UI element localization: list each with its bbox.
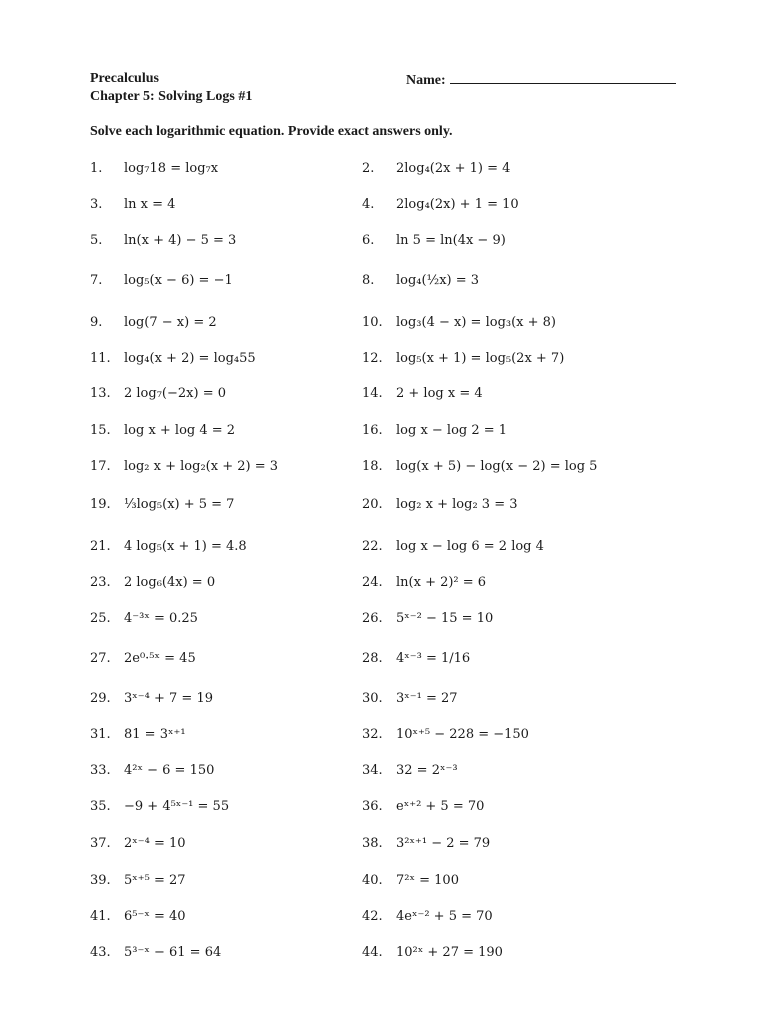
problem-equation: −9 + 4⁵ˣ⁻¹ = 55 bbox=[124, 799, 230, 814]
chapter-title: Chapter 5: Solving Logs #1 bbox=[90, 89, 253, 104]
problem-number: 28. bbox=[362, 651, 383, 666]
problem-number: 12. bbox=[362, 351, 383, 366]
problem-number: 37. bbox=[90, 836, 111, 851]
problem-equation: 3ˣ⁻¹ = 27 bbox=[396, 691, 458, 706]
problem-number: 3. bbox=[90, 197, 103, 212]
problem-number: 2. bbox=[362, 161, 375, 176]
problem-number: 33. bbox=[90, 763, 111, 778]
problem-equation: 10ˣ⁺⁵ − 228 = −150 bbox=[396, 727, 529, 742]
instructions: Solve each logarithmic equation. Provide exact answers only. bbox=[90, 124, 453, 139]
problem-number: 10. bbox=[362, 315, 383, 330]
problem-number: 26. bbox=[362, 611, 383, 626]
problem-number: 5. bbox=[90, 233, 103, 248]
problem-equation: 10²ˣ + 27 = 190 bbox=[396, 945, 503, 960]
problem-number: 38. bbox=[362, 836, 383, 851]
problem-number: 42. bbox=[362, 909, 383, 924]
problem-number: 29. bbox=[90, 691, 111, 706]
problem-number: 27. bbox=[90, 651, 111, 666]
problem-number: 30. bbox=[362, 691, 383, 706]
problem-equation: eˣ⁺² + 5 = 70 bbox=[396, 799, 485, 814]
problem-number: 25. bbox=[90, 611, 111, 626]
problem-equation: log₇18 = log₇x bbox=[124, 161, 219, 176]
name-label: Name: bbox=[406, 73, 446, 88]
problem-equation: log₄(½x) = 3 bbox=[396, 273, 480, 288]
problem-equation: log₄(x + 2) = log₄55 bbox=[124, 351, 256, 366]
problem-number: 11. bbox=[90, 351, 111, 366]
problem-number: 7. bbox=[90, 273, 103, 288]
problem-number: 19. bbox=[90, 497, 111, 512]
problem-number: 17. bbox=[90, 459, 111, 474]
problem-equation: log(x + 5) − log(x − 2) = log 5 bbox=[396, 459, 598, 474]
problem-number: 4. bbox=[362, 197, 375, 212]
problem-number: 36. bbox=[362, 799, 383, 814]
problem-number: 20. bbox=[362, 497, 383, 512]
problem-number: 22. bbox=[362, 539, 383, 554]
problem-equation: 4 log₅(x + 1) = 4.8 bbox=[124, 539, 247, 554]
problem-equation: ln 5 = ln(4x − 9) bbox=[396, 233, 506, 248]
problem-equation: log x − log 2 = 1 bbox=[396, 423, 508, 438]
problem-equation: ⅓log₅(x) + 5 = 7 bbox=[124, 497, 235, 512]
problem-number: 16. bbox=[362, 423, 383, 438]
problem-number: 6. bbox=[362, 233, 375, 248]
problem-equation: log₃(4 − x) = log₃(x + 8) bbox=[396, 315, 556, 330]
problem-equation: log(7 − x) = 2 bbox=[124, 315, 217, 330]
problem-equation: 2ˣ⁻⁴ = 10 bbox=[124, 836, 186, 851]
problem-number: 21. bbox=[90, 539, 111, 554]
problem-equation: 3²ˣ⁺¹ − 2 = 79 bbox=[396, 836, 491, 851]
problem-number: 31. bbox=[90, 727, 111, 742]
problem-equation: log₂ x + log₂ 3 = 3 bbox=[396, 497, 518, 512]
problem-equation: 4eˣ⁻² + 5 = 70 bbox=[396, 909, 493, 924]
problem-equation: log x + log 4 = 2 bbox=[124, 423, 236, 438]
problem-equation: 3ˣ⁻⁴ + 7 = 19 bbox=[124, 691, 213, 706]
problem-number: 14. bbox=[362, 386, 383, 401]
problem-equation: log₅(x + 1) = log₅(2x + 7) bbox=[396, 351, 565, 366]
problem-number: 9. bbox=[90, 315, 103, 330]
problem-equation: 32 = 2ˣ⁻³ bbox=[396, 763, 458, 778]
problem-number: 32. bbox=[362, 727, 383, 742]
problem-number: 43. bbox=[90, 945, 111, 960]
problem-equation: 4²ˣ − 6 = 150 bbox=[124, 763, 215, 778]
problem-equation: 2 + log x = 4 bbox=[396, 386, 483, 401]
problem-number: 24. bbox=[362, 575, 383, 590]
problem-equation: ln(x + 2)² = 6 bbox=[396, 575, 487, 590]
problem-equation: 81 = 3ˣ⁺¹ bbox=[124, 727, 186, 742]
course-title: Precalculus bbox=[90, 71, 159, 86]
problem-number: 35. bbox=[90, 799, 111, 814]
problem-equation: 2log₄(2x) + 1 = 10 bbox=[396, 197, 519, 212]
problem-number: 8. bbox=[362, 273, 375, 288]
problem-equation: log₂ x + log₂(x + 2) = 3 bbox=[124, 459, 278, 474]
problem-equation: 5ˣ⁻² − 15 = 10 bbox=[396, 611, 494, 626]
problem-number: 44. bbox=[362, 945, 383, 960]
problem-number: 1. bbox=[90, 161, 103, 176]
problem-equation: log x − log 6 = 2 log 4 bbox=[396, 539, 544, 554]
problem-equation: 7²ˣ = 100 bbox=[396, 873, 459, 888]
problem-equation: 4ˣ⁻³ = 1/16 bbox=[396, 651, 471, 666]
problem-equation: log₅(x − 6) = −1 bbox=[124, 273, 233, 288]
problem-number: 15. bbox=[90, 423, 111, 438]
problem-equation: ln x = 4 bbox=[124, 197, 176, 212]
problem-number: 13. bbox=[90, 386, 111, 401]
problem-number: 18. bbox=[362, 459, 383, 474]
problem-equation: 2 log₆(4x) = 0 bbox=[124, 575, 216, 590]
problem-number: 39. bbox=[90, 873, 111, 888]
problem-equation: 5³⁻ˣ − 61 = 64 bbox=[124, 945, 222, 960]
problem-number: 23. bbox=[90, 575, 111, 590]
problem-equation: 2 log₇(−2x) = 0 bbox=[124, 386, 226, 401]
problem-equation: 4⁻³ˣ = 0.25 bbox=[124, 611, 198, 626]
problem-number: 41. bbox=[90, 909, 111, 924]
problem-equation: 5ˣ⁺⁵ = 27 bbox=[124, 873, 186, 888]
problem-equation: 2e⁰·⁵ˣ = 45 bbox=[124, 651, 196, 666]
problem-number: 40. bbox=[362, 873, 383, 888]
problem-equation: ln(x + 4) − 5 = 3 bbox=[124, 233, 237, 248]
problem-number: 34. bbox=[362, 763, 383, 778]
problem-equation: 6⁵⁻ˣ = 40 bbox=[124, 909, 186, 924]
problem-equation: 2log₄(2x + 1) = 4 bbox=[396, 161, 511, 176]
